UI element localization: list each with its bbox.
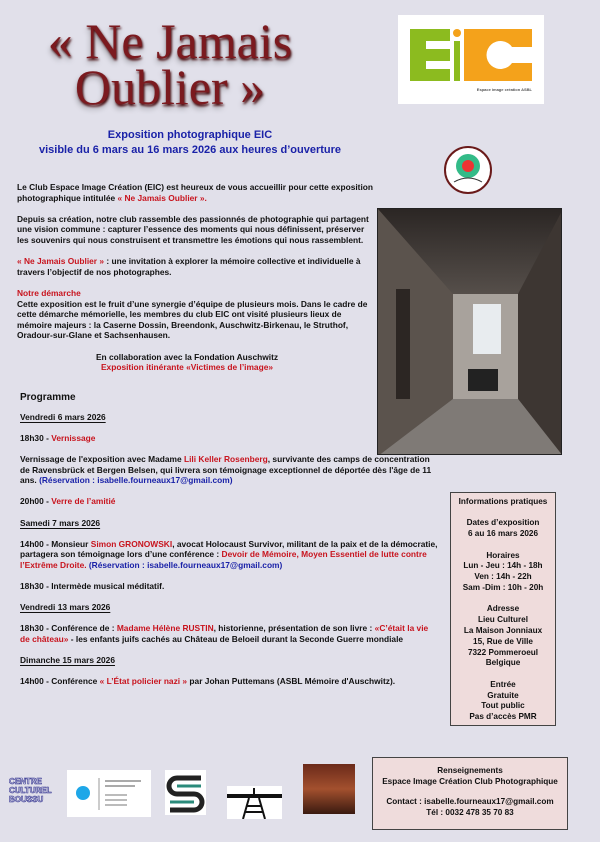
text: Gratuite xyxy=(487,690,519,700)
event xyxy=(20,623,440,644)
programme-heading: Programme xyxy=(20,392,76,403)
text: 18h30 - Conférence de : xyxy=(20,623,117,634)
intro-section xyxy=(17,182,377,373)
info-address xyxy=(451,604,555,669)
practical-info-box xyxy=(450,492,556,726)
poster-title xyxy=(20,13,320,115)
cs-logo xyxy=(165,770,206,815)
day-heading: Vendredi 13 mars 2026 xyxy=(20,602,111,613)
text: , survivante des camps de concentration de Ravensbrück et Bergen Belsen, qui livrera son témoignage exceptionnel de déportée dès l'âge de 11 ans. xyxy=(20,453,432,486)
contact-phone: Tél : 0032 478 35 70 83 xyxy=(426,807,514,817)
renseignements-heading: Renseignements xyxy=(437,766,503,775)
text: - les enfants juifs cachés au Château de Beloeil durant la Seconde Guerre mondiale xyxy=(68,634,404,645)
event xyxy=(20,539,440,571)
text: Horaires xyxy=(486,550,520,560)
programme-section xyxy=(20,393,440,698)
demarche-heading: Notre démarche xyxy=(17,287,81,298)
text: « L’État policier nazi » xyxy=(99,676,188,687)
text: Devoir de Mémoire, Moyen Essentiel de lutte contre l’Extrême Droite. xyxy=(20,549,427,570)
intro-paragraph: Depuis sa création, notre club rassemble des passionnés de photographie qui partagent une vision commune : capturer l’essence des moments qui nous définissent, préserver les souvenirs qui nous construisent et transmettre les émotions qui nous rassemblent. xyxy=(17,213,369,245)
info-heading: Informations pratiques xyxy=(458,497,548,506)
text: Tout public xyxy=(481,701,525,711)
subtitle-line-1: Exposition photographique EIC xyxy=(107,129,273,141)
text: par Johan Puttemans (ASBL Mémoire d'Auschwitz). xyxy=(187,676,396,687)
text: Le Club Espace Image Création (EIC) est heureux de vous accueillir pour cette exposition photographique intitulée xyxy=(17,182,374,203)
text: Simon GRONOWSKI xyxy=(90,538,173,549)
renseignements-box xyxy=(372,757,568,830)
eic-logo xyxy=(398,15,544,104)
itinerant-exhibition: Exposition itinérante «Victimes de l’image» xyxy=(100,362,274,373)
day-heading: Samedi 7 mars 2026 xyxy=(20,517,101,528)
text: 18h30 - xyxy=(20,432,52,443)
text: , historienne, présentation de son livre : xyxy=(213,623,375,634)
collaboration-text: En collaboration avec la Fondation Auschwitz xyxy=(95,351,279,362)
text: Belgique xyxy=(485,658,521,668)
text: Pas d’accès PMR xyxy=(469,712,537,722)
text: «C’était la vie de château» xyxy=(20,623,429,645)
text: Sam -Dim : 10h - 20h xyxy=(462,582,544,592)
text: Lili Keller Rosenberg xyxy=(183,453,268,464)
text: Lieu Culturel xyxy=(477,615,529,625)
text: 6 au 16 mars 2026 xyxy=(467,529,539,539)
reservation-email-link[interactable]: (Réservation : isabelle.fourneaux17@gmail.com) xyxy=(39,475,233,486)
text: La Maison Jonniaux xyxy=(463,625,543,635)
event: 18h30 - Intermède musical méditatif. xyxy=(20,581,165,592)
title-line-1: « Ne Jamais xyxy=(47,13,293,69)
exhibition-name: « Ne Jamais Oublier ». xyxy=(117,192,207,203)
text: , avocat Holocaust Survivor, militant de la paix et de la démocratie, partagera son témoignage lors d’une conférence : xyxy=(20,538,438,560)
exhibition-name: « Ne Jamais Oublier » xyxy=(17,256,105,267)
fcp-seal-logo xyxy=(444,140,492,204)
text: Vernissage de l'exposition avec Madame xyxy=(20,453,184,464)
subtitle-line-2: visible du 6 mars au 16 mars 2026 aux heures d’ouverture xyxy=(38,144,342,156)
text: : une invitation à explorer la mémoire collective et individuelle à travers l’objectif de nos photographes. xyxy=(17,256,361,277)
organisation-name: Espace Image Création Club Photographique xyxy=(382,776,558,786)
text: 7322 Pommeroeul xyxy=(467,647,539,657)
reservation-email-link[interactable]: (Réservation : isabelle.fourneaux17@gmail.com) xyxy=(86,559,283,570)
event xyxy=(20,676,440,687)
contact-email[interactable]: Contact : isabelle.fourneaux17@gmail.com xyxy=(386,797,554,806)
text: Adresse xyxy=(486,604,520,614)
maison-jonniaux-photo xyxy=(303,764,355,814)
text: Dates d’exposition xyxy=(466,518,540,528)
text: Madame Hélène RUSTIN xyxy=(116,623,214,634)
info-entry xyxy=(451,680,555,723)
intro-paragraph xyxy=(17,182,377,203)
subtitle xyxy=(0,128,380,158)
text: Entrée xyxy=(490,679,516,689)
intro-paragraph xyxy=(17,256,377,277)
demarche-paragraph: Cette exposition est le fruit d’une synergie d’équipe de plusieurs mois. Dans le cadre de cette démarche mémorielle, les membres du club EIC ont visité plusieurs lieux de mémoire majeurs : la Caserne Dossin, Breendonk, Auschwitz-Birkenau, le Struthof, Oradour-sur-Glane et Sachsenhausen. xyxy=(17,298,368,341)
text: 14h00 - Monsieur xyxy=(20,538,91,549)
title-line-2: Oublier » xyxy=(74,59,266,115)
text: Vernissage xyxy=(51,432,96,443)
event xyxy=(20,496,440,507)
day-heading: Vendredi 6 mars 2026 xyxy=(20,411,106,422)
text: Lun - Jeu : 14h - 18h xyxy=(463,561,543,571)
info-dates xyxy=(451,518,555,540)
svg-text:Espace image création ASBL: Espace image création ASBL xyxy=(476,87,532,92)
text: Ven : 14h - 22h xyxy=(474,572,532,582)
text: Verre de l’amitié xyxy=(51,496,116,507)
info-hours xyxy=(451,551,555,594)
text: 15, Rue de Ville xyxy=(473,636,533,646)
centre-culturel-boussu-logo: CENTRE CULTUREL BOUSSU xyxy=(9,777,52,804)
text: 20h00 - xyxy=(20,496,52,507)
day-heading: Dimanche 15 mars 2026 xyxy=(20,655,115,666)
event xyxy=(20,433,440,444)
text: 14h00 - Conférence xyxy=(20,676,100,687)
event xyxy=(20,454,440,486)
auschwitz-foundation-logo xyxy=(227,786,282,819)
partner-card-logo xyxy=(67,770,151,817)
